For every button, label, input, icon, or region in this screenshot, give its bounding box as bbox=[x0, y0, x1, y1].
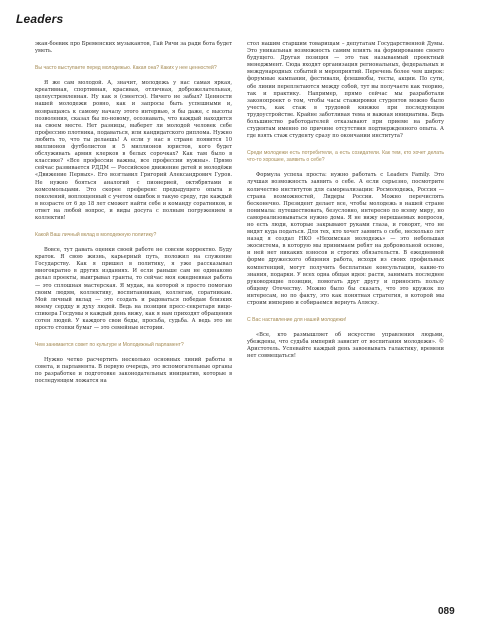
interview-question: Среди молодежи есть потребители, а есть созидатели. Как тем, кто хочет делать что-то хорошее, заявить о себе? bbox=[247, 150, 444, 164]
page-number: 089 bbox=[438, 606, 455, 617]
left-column bbox=[35, 41, 232, 386]
paragraph: Вовсе, тут давать оценки своей работе не совсем корректно. Буду краток. Я свою жизнь, карьерный путь, положил на служение Государству. Как я пришел в политику, я уже рассказывал многократно в других изданиях. И если раньше сам не одинаково делал проекты, выигрывал гранты, то сейчас моя ежедневная работа — это сплошная мастерская. Я мудак, на которой я просто помогаю своим людям, коллективу, воспитанникам, коллегам, соратникам. Мой личный вклад — это создать и радоваться победам близких моему сердцу и духу людей. Ведь на позиции пресс-секретаря вице-спикера Госдумы я каждый день вижу, как я нам приходят обращения сотен людей. У каждого свои беды, просьба, судьба. А ведь это не просто стопки бумаг — это семейные истории. bbox=[35, 247, 232, 332]
paragraph: экан-боевик про Бременских музыкантов, Гай Ричи за ради бота будет уметь. bbox=[35, 41, 232, 55]
interview-question: Вы часто выступаете перед молодежью. Какая она? Каких у нее ценностей? bbox=[35, 65, 217, 72]
paragraph: Формула успеха проста: нужно работать с Leaders Family. Это лучшая возможность заявить о себе. А если серьезно, посмотрите количество институтов для самореализации: Росмолодежь, Россия — страна возможностей, Лидеры России. Можно перечислять бесконечно. Президент делает все, чтобы молодежь в нашей стране понимала: путешествовать, безусловно, интересно по всему миру, но самореализовываться нужно дома. Я не вижу нерешаемых вопросов, но есть люди, которые закрывают руками глаза, и говорят, что не видят куда податься. Для тех, кто хочет заявить о себе, несколько лет назад я создал НКО «Нехимская молодежь» — это небольшая экосистема, в которую мы принимаем ребят на добровольной основе, и ней нет никаких взносов и строгих обязательств. В ежедневной форме дружеского общения работа, исходя из своих профильных компетенций, могут получить бесплатные консультации, какие-то знания, подарки. У всех одна общая идея: расти, занимать последнее руководящие позиции, помогать друг другу и приносить пользу общему Отечеству. Можно было бы сказать, что это кружок по интересам, но по факту, это как понятная стратегия, в которой мы строим империю и собираемся вернуть Аляску. bbox=[247, 172, 444, 306]
interview-question: Чем занимается совет по культуре и Молодежный парламент? bbox=[35, 342, 184, 349]
interview-question: Какой Ваш личный вклад в молодежную политику? bbox=[35, 232, 157, 239]
magazine-logo: Leaders bbox=[16, 12, 64, 26]
paragraph: Я же сам молодой. А, значит, молодежь у нас самая яркая, креативная, спортивная, красивая, отличная, доброжелательная, целеустремленная. Ну как я (смеется). Ничего не забыл? Ценности нашей молодежи ровно, как и запросы быть успешными и, возвращаясь к самому началу этого интервью, я бы даже, с высоты позволения, сказал бы по-новому, осознавать, что каждый находится на своем месте. Нет разницы, выберет ли молодой человек себе профессию плотника, подаваться, или кандидатского диплома. Нужно любить то, что ты делаешь! А если у нас в стране появится 10 миллионов футболистов и 5 миллионов юристов, кого будет обслуживать армия клерков в белых сорочках? Как там было в классике? «Все профессии важны, все профессии нужны». Прямо сейчас развивается РДДМ — Российское движение детей и молодёжи «Движение Первых». Его возглавил Григорий Александрович Гуров. Не нужно бояться аналогий с пионерией, октябрятами и комсомольцами. Это скорее преференс предыдущего опыта и поколений, воплощенный с учетом ошибок в такую среду, где каждый в возрасте от 6 до 18 лет сможет найти себе и команду соратников, и ответ на любой вопрос, и виды досуга с полным погружением в коллектив! bbox=[35, 80, 232, 221]
closing-quote: «Все, кто размышляет об искусстве управления людьми, убеждены, что судьба империй зависит от воспитания молодежи». © Аристотель. Успевайте каждый день завоевывать галактику, времени нет совмещаться! bbox=[247, 332, 444, 360]
paragraph: Нужно четко расчертить несколько основных линий работы в совета, и парламента. В первую очередь, это вспомогательные органы по разработке и подготовке законодательных инициатив, которые в последующем ложатся на bbox=[35, 357, 232, 385]
right-column bbox=[247, 41, 444, 360]
interview-question: С Вас наставление для нашей молодежи! bbox=[247, 317, 347, 324]
paragraph: стол нашим старшим товарищам – депутатам Государственной Думы. Это уникальная возможность самим влиять на формирование своего будущего. Другая позиция — это так называемый проектный менеджмент. Сюда входят организация региональных, федеральных и международных событий и мероприятий. Перечень более чем широк: форумные кампании, фестивали, флешмобы, тесты, акции. По сути, обе линии переплетаются между собой, тут вы получаете как теорию, так и практику. Например, прямо сейчас мы разработали законопроект о том, чтобы часы стажировки студентов можно было учесть, как стаж в трудовой книжке при последующем трудоустройстве. Крайне заботливая тема и важная инициатива. Ведь большинство работодателей отказывают при приеме на работу студентам именно по причине отсутствия подтвержденного опыта. А где взять стаж студенту сразу по окончании института? bbox=[247, 41, 444, 140]
